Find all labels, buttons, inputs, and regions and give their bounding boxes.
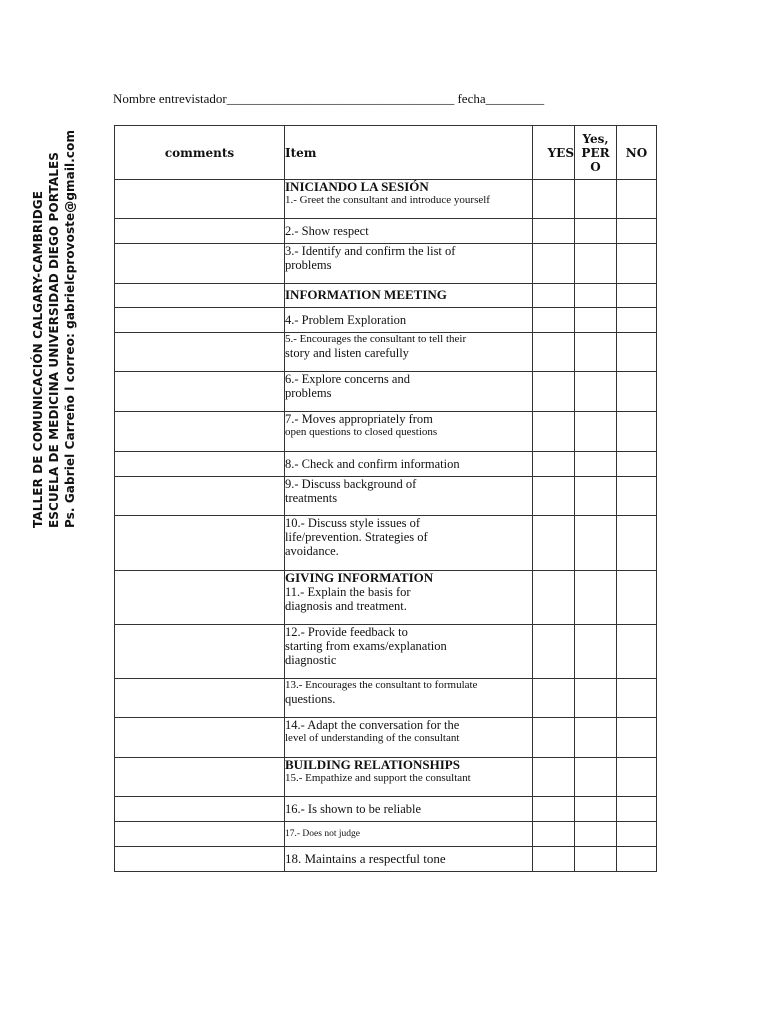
item-cell [285,625,533,679]
item-cell [285,516,533,571]
table-row [115,571,657,625]
date-blank[interactable]: _________ [485,91,545,106]
no-checkbox[interactable] [617,477,657,516]
item-text: 3.- Identify and confirm the list of [285,244,456,258]
item-text: 11.- Explain the basis for [285,585,411,599]
no-checkbox[interactable] [617,412,657,452]
item-cell [285,284,533,308]
yes-pero-checkbox[interactable] [575,412,617,452]
no-checkbox[interactable] [617,571,657,625]
yes-checkbox[interactable] [533,625,575,679]
no-checkbox[interactable] [617,718,657,758]
item-text: diagnosis and treatment. [285,599,407,613]
comment-cell[interactable] [115,284,285,308]
comment-cell[interactable] [115,625,285,679]
no-checkbox[interactable] [617,516,657,571]
item-text: treatments [285,491,338,505]
comment-cell[interactable] [115,244,285,284]
table-row [115,477,657,516]
yes-checkbox[interactable] [533,452,575,477]
yes-checkbox[interactable] [533,822,575,847]
table-row [115,372,657,412]
item-text: 7.- Moves appropriately from [285,412,433,426]
table-row [115,412,657,452]
yes-pero-checkbox[interactable] [575,308,617,333]
item-cell [285,219,533,244]
date-label: fecha [457,91,486,106]
yes-checkbox[interactable] [533,847,575,872]
yes-checkbox[interactable] [533,412,575,452]
item-cell [285,477,533,516]
header-pero-line3: O [590,159,601,174]
comment-cell[interactable] [115,452,285,477]
table-row [115,452,657,477]
item-text: diagnostic [285,653,337,667]
item-cell [285,822,533,847]
item-cell [285,452,533,477]
item-cell [285,571,533,625]
table-row [115,308,657,333]
item-cell [285,244,533,284]
comment-cell[interactable] [115,847,285,872]
item-text: 8.- Check and confirm information [285,457,460,471]
no-checkbox[interactable] [617,180,657,219]
table-row [115,516,657,571]
item-text: 16.- Is shown to be reliable [285,802,422,816]
comment-cell[interactable] [115,372,285,412]
yes-checkbox[interactable] [533,308,575,333]
table-row [115,718,657,758]
yes-checkbox[interactable] [533,718,575,758]
comment-cell[interactable] [115,797,285,822]
table-row [115,679,657,718]
item-text: story and listen carefully [285,346,409,360]
header-pero-line2: PER [581,145,610,160]
interviewer-header [113,91,544,107]
item-cell [285,180,533,219]
header-no: NO [617,126,657,180]
no-checkbox[interactable] [617,244,657,284]
comment-cell[interactable] [115,516,285,571]
yes-pero-checkbox[interactable] [575,822,617,847]
comment-cell[interactable] [115,180,285,219]
yes-pero-checkbox[interactable] [575,516,617,571]
side-note-line3: Ps. Gabriel Carreño l correo: gabrielcprovoste@gmail.com [63,129,77,528]
header-yes-pero [575,126,617,180]
item-text: 17.- Does not judge [285,829,360,839]
no-checkbox[interactable] [617,333,657,372]
item-text: life/prevention. Strategies of [285,530,428,544]
yes-checkbox[interactable] [533,516,575,571]
yes-pero-checkbox[interactable] [575,625,617,679]
table-row [115,758,657,797]
item-text: 12.- Provide feedback to [285,625,408,639]
comment-cell[interactable] [115,571,285,625]
section-heading: INICIANDO LA SESIÓN [285,179,429,194]
table-row [115,244,657,284]
item-cell [285,372,533,412]
header-item: Item [285,126,533,180]
yes-pero-checkbox[interactable] [575,679,617,718]
comment-cell[interactable] [115,758,285,797]
yes-pero-checkbox[interactable] [575,758,617,797]
no-checkbox[interactable] [617,758,657,797]
comment-cell[interactable] [115,333,285,372]
item-cell [285,718,533,758]
header-comments: comments [115,126,285,180]
item-text: 15.- Empathize and support the consultant [285,772,471,784]
table-row [115,847,657,872]
table-row [115,797,657,822]
side-note-line2: ESCUELA DE MEDICINA UNIVERSIDAD DIEGO PORTALES [47,151,61,528]
yes-checkbox[interactable] [533,180,575,219]
item-cell [285,308,533,333]
yes-pero-checkbox[interactable] [575,452,617,477]
item-text: 1.- Greet the consultant and introduce yourself [285,194,490,206]
item-cell [285,412,533,452]
item-text: 13.- Encourages the consultant to formulate [285,679,478,691]
comment-cell[interactable] [115,219,285,244]
item-text: 5.- Encourages the consultant to tell their [285,333,467,345]
item-cell [285,797,533,822]
item-text: 14.- Adapt the conversation for the [285,718,460,732]
yes-pero-checkbox[interactable] [575,797,617,822]
header-pero-line1: Yes, [582,131,609,146]
item-text: 2.- Show respect [285,224,369,238]
yes-pero-checkbox[interactable] [575,180,617,219]
no-checkbox[interactable] [617,452,657,477]
yes-pero-checkbox[interactable] [575,219,617,244]
comment-cell[interactable] [115,822,285,847]
yes-checkbox[interactable] [533,372,575,412]
yes-checkbox[interactable] [533,284,575,308]
item-text: 9.- Discuss background of [285,477,417,491]
table-row [115,180,657,219]
item-text: level of understanding of the consultant [285,732,460,744]
interviewer-blank[interactable]: ___________________________________ [226,91,455,106]
side-note [30,129,80,528]
yes-checkbox[interactable] [533,244,575,284]
yes-pero-checkbox[interactable] [575,244,617,284]
item-text: starting from exams/explanation [285,639,447,653]
item-text: questions. [285,692,336,706]
table-row [115,822,657,847]
yes-pero-checkbox[interactable] [575,372,617,412]
yes-checkbox[interactable] [533,477,575,516]
interviewer-label: Nombre entrevistador [113,91,227,106]
evaluation-table [114,125,657,872]
item-cell [285,758,533,797]
no-checkbox[interactable] [617,372,657,412]
no-checkbox[interactable] [617,284,657,308]
yes-pero-checkbox[interactable] [575,571,617,625]
item-text: 4.- Problem Exploration [285,313,407,327]
yes-checkbox[interactable] [533,333,575,372]
yes-checkbox[interactable] [533,679,575,718]
no-checkbox[interactable] [617,797,657,822]
item-text: 18. Maintains a respectful tone [285,851,446,866]
yes-checkbox[interactable] [533,758,575,797]
comment-cell[interactable] [115,718,285,758]
no-checkbox[interactable] [617,219,657,244]
item-text: 6.- Explore concerns and [285,372,410,386]
section-heading: BUILDING RELATIONSHIPS [285,757,460,772]
item-text: problems [285,258,332,272]
yes-pero-checkbox[interactable] [575,284,617,308]
table-row [115,219,657,244]
table-row [115,284,657,308]
item-cell [285,333,533,372]
comment-cell[interactable] [115,679,285,718]
yes-checkbox[interactable] [533,571,575,625]
item-cell [285,847,533,872]
item-text: open questions to closed questions [285,426,438,438]
yes-pero-checkbox[interactable] [575,847,617,872]
yes-checkbox[interactable] [533,797,575,822]
section-heading: INFORMATION MEETING [285,287,447,302]
table-row [115,625,657,679]
header-yes: YES [533,126,575,180]
yes-pero-checkbox[interactable] [575,718,617,758]
item-text: 10.- Discuss style issues of [285,516,421,530]
yes-checkbox[interactable] [533,219,575,244]
side-note-line1: TALLER DE COMUNICACIÓN CALGARY-CAMBRIDGE [31,190,45,528]
section-heading: GIVING INFORMATION [285,570,434,585]
no-checkbox[interactable] [617,847,657,872]
yes-pero-checkbox[interactable] [575,333,617,372]
item-text: avoidance. [285,544,339,558]
no-checkbox[interactable] [617,308,657,333]
no-checkbox[interactable] [617,822,657,847]
comment-cell[interactable] [115,308,285,333]
comment-cell[interactable] [115,477,285,516]
item-text: problems [285,386,332,400]
no-checkbox[interactable] [617,679,657,718]
table-row [115,333,657,372]
comment-cell[interactable] [115,412,285,452]
no-checkbox[interactable] [617,625,657,679]
item-cell [285,679,533,718]
yes-pero-checkbox[interactable] [575,477,617,516]
